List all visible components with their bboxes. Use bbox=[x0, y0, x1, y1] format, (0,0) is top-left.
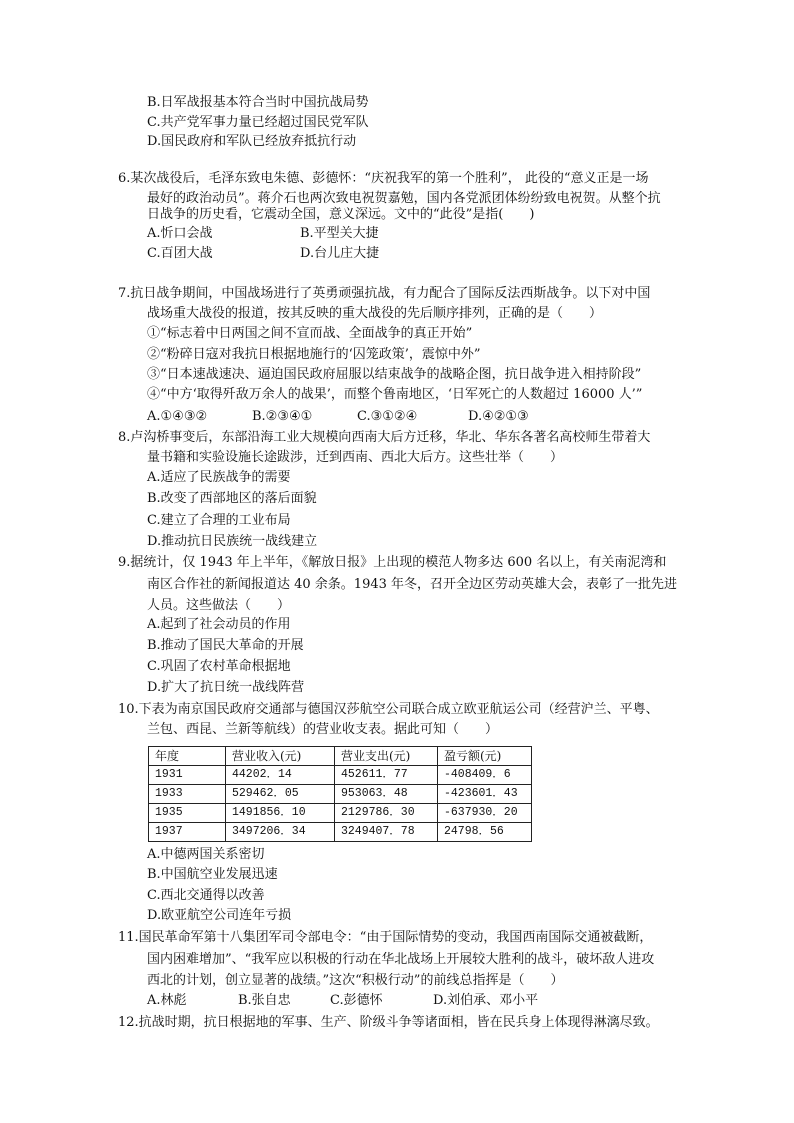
table-cell: 529462．05 bbox=[226, 785, 335, 804]
table-cell: 1931 bbox=[149, 766, 226, 785]
q8-stem-line1: 8.卢沟桥事变后，东部沿海工业大规模向西南大后方迁移，华北、华东各著名高校师生带着大 bbox=[118, 430, 651, 445]
table-cell: 3249407．78 bbox=[335, 823, 438, 842]
table-header-row bbox=[149, 747, 532, 766]
q7-option-a: A.①④③② bbox=[147, 409, 208, 424]
q11-option-c: C.彭德怀 bbox=[330, 993, 383, 1008]
q10-stem-line1: 10.下表为南京国民政府交通部与德国汉莎航空公司联合成立欧亚航运公司（经营沪兰、平粤、 bbox=[118, 702, 659, 717]
table-header-cell: 营业支出(元) bbox=[335, 747, 438, 766]
q6-stem-line1: 6.某次战役后，毛泽东致电朱德、彭德怀：“庆祝我军的第一个胜利”， 此役的“意义正是一场 bbox=[118, 171, 649, 186]
q11-stem-line3: 西北的计划，创立显著的战绩。”这次“积极行动”的前线总指挥是（ ） bbox=[147, 973, 564, 988]
q6-option-a: A.忻口会战 bbox=[147, 226, 213, 241]
q5-option-d: D.国民政府和军队已经放弃抵抗行动 bbox=[147, 134, 357, 149]
q9-option-b: B.推动了国民大革命的开展 bbox=[147, 638, 304, 653]
q7-stem-line2: 战场重大战役的报道，按其反映的重大战役的先后顺序排列，正确的是（ ） bbox=[147, 306, 603, 321]
q7-item-3: ③“日本速战速决、逼迫国民政府屈服以结束战争的战略企图，抗日战争进入相持阶段” bbox=[147, 367, 642, 382]
table-row bbox=[149, 785, 532, 804]
q11-stem-line1: 11.国民革命军第十八集团军司令部电令：“由于国际情势的变动，我国西南国际交通被截断， bbox=[118, 930, 653, 945]
table-cell: 452611．77 bbox=[335, 766, 438, 785]
table-cell: 1937 bbox=[149, 823, 226, 842]
q10-option-a: A.中德两国关系密切 bbox=[147, 847, 265, 862]
q9-stem-line3: 人员。这些做法（ ） bbox=[147, 598, 291, 613]
table-cell: -637930．20 bbox=[438, 804, 532, 823]
table-cell: 1935 bbox=[149, 804, 226, 823]
q10-option-b: B.中国航空业发展迅速 bbox=[147, 867, 278, 882]
table-header-cell: 年度 bbox=[149, 747, 226, 766]
q8-option-c: C.建立了合理的工业布局 bbox=[147, 513, 291, 528]
q8-option-b: B.改变了西部地区的落后面貌 bbox=[147, 491, 317, 506]
q7-item-1: ①“标志着中日两国之间不宣而战、全面战争的真正开始” bbox=[147, 326, 473, 341]
table-row bbox=[149, 804, 532, 823]
q7-stem-line1: 7.抗日战争期间，中国战场进行了英勇顽强抗战，有力配合了国际反法西斯战争。以下对中国 bbox=[118, 286, 651, 301]
table-cell: 1933 bbox=[149, 785, 226, 804]
table-cell: 953063．48 bbox=[335, 785, 438, 804]
table-cell: 2129786．30 bbox=[335, 804, 438, 823]
table-cell: 1491856．10 bbox=[226, 804, 335, 823]
table-cell: 44202．14 bbox=[226, 766, 335, 785]
q8-option-d: D.推动抗日民族统一战线建立 bbox=[147, 534, 318, 549]
table-header-cell: 营业收入(元) bbox=[226, 747, 335, 766]
q9-option-a: A.起到了社会动员的作用 bbox=[147, 617, 291, 632]
q9-stem-line1: 9.据统计，仅 1943 年上半年，《解放日报》上出现的模范人物多达 600 名以上，有关南泥湾和 bbox=[118, 555, 667, 570]
q6-stem-line3: 日战争的历史看，它震动全国，意义深远。文中的“此役”是指( ) bbox=[147, 207, 535, 222]
q7-item-4: ④“中方‘取得歼敌万余人的战果’，而整个鲁南地区，‘日军死亡的人数超过 16000 人’” bbox=[147, 387, 643, 402]
q8-stem-line2: 量书籍和实验设施长途跋涉，迁到西南、西北大后方。这些壮举（ ） bbox=[147, 450, 564, 465]
q8-option-a: A.适应了民族战争的需要 bbox=[147, 470, 291, 485]
q9-option-d: D.扩大了抗日统一战线阵营 bbox=[147, 680, 305, 695]
table-cell: 3497206．34 bbox=[226, 823, 335, 842]
q10-option-d: D.欧亚航空公司连年亏损 bbox=[147, 908, 292, 923]
q11-option-b: B.张自忠 bbox=[238, 993, 291, 1008]
revenue-table bbox=[148, 746, 532, 842]
q6-option-b: B.平型关大捷 bbox=[300, 226, 379, 241]
table-row bbox=[149, 823, 532, 842]
q11-stem-line2: 国内困难增加”、“我军应以积极的行动在华北战场上开展较大胜利的战斗，破坏敌人进攻 bbox=[147, 952, 655, 967]
q7-option-c: C.③①②④ bbox=[357, 409, 418, 424]
q5-option-c: C.共产党军事力量已经超过国民党军队 bbox=[147, 115, 369, 130]
table-cell: -423601．43 bbox=[438, 785, 532, 804]
table-row bbox=[149, 766, 532, 785]
q7-option-b: B.②③④① bbox=[252, 409, 313, 424]
q10-stem-line2: 兰包、西昆、兰新等航线）的营业收支表。据此可知（ ） bbox=[147, 722, 499, 737]
q9-option-c: C.巩固了农村革命根据地 bbox=[147, 659, 291, 674]
q6-option-c: C.百团大战 bbox=[147, 246, 213, 261]
q5-option-b: B.日军战报基本符合当时中国抗战局势 bbox=[147, 95, 369, 110]
q6-option-d: D.台儿庄大捷 bbox=[300, 246, 380, 261]
q10-option-c: C.西北交通得以改善 bbox=[147, 888, 265, 903]
q7-option-d: D.④②①③ bbox=[468, 409, 529, 424]
table-cell: 24798．56 bbox=[438, 823, 532, 842]
q9-stem-line2: 南区合作社的新闻报道达 40 余条。1943 年冬，召开全边区劳动英雄大会，表彰了一批先进 bbox=[147, 577, 678, 592]
table-cell: -408409．6 bbox=[438, 766, 532, 785]
table-header-cell: 盈亏额(元) bbox=[438, 747, 532, 766]
q6-stem-line2: 最好的政治动员”。蒋介石也两次致电祝贺嘉勉，国内各党派团体纷纷致电祝贺。从整个抗 bbox=[147, 191, 661, 206]
q11-option-a: A.林彪 bbox=[147, 993, 187, 1008]
q7-item-2: ②“粉碎日寇对我抗日根据地施行的‘囚笼政策’，震惊中外” bbox=[147, 347, 481, 362]
q11-option-d: D.刘伯承、邓小平 bbox=[433, 993, 539, 1008]
q12-stem-line1: 12.抗战时期，抗日根据地的军事、生产、阶级斗争等诸面相，皆在民兵身上体现得淋漓尽致。 bbox=[118, 1015, 659, 1030]
